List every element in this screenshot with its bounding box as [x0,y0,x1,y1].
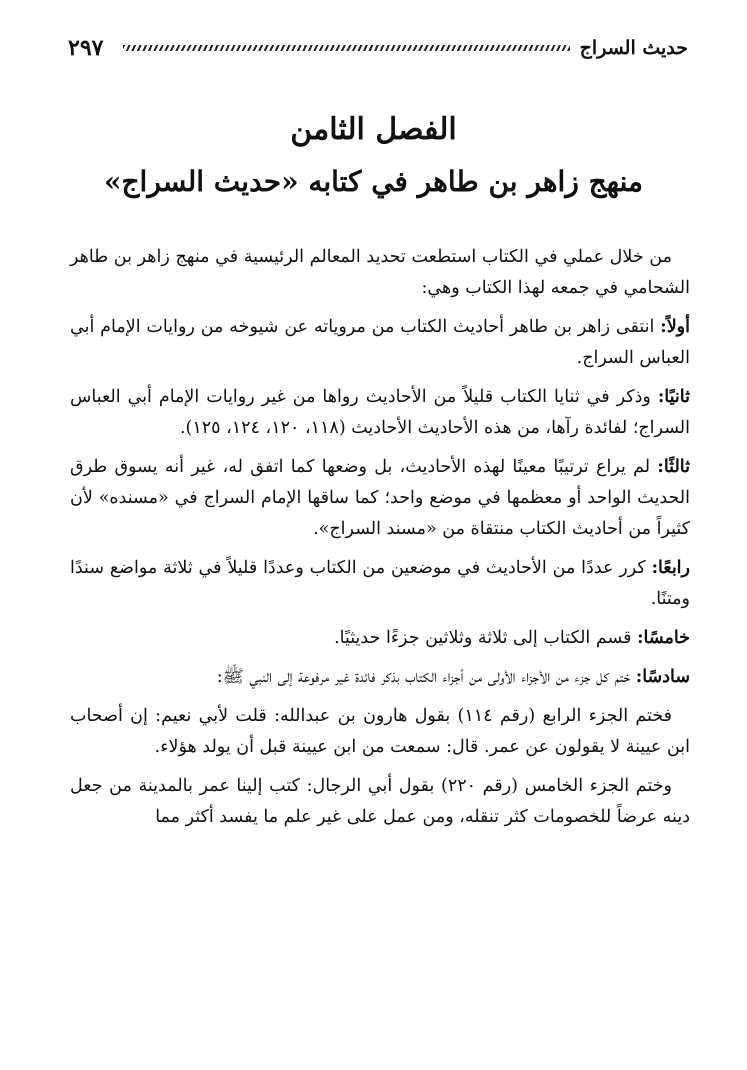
paragraph-text: انتقى زاهر بن طاهر أحاديث الكتاب من مروياته عن شيوخه من روايات الإمام أبي العباس السراج. [70,317,690,368]
paragraph-point-3 [70,452,690,545]
body-text [70,242,690,841]
paragraph-text: من خلال عملي في الكتاب استطعت تحديد المعالم الرئيسية في منهج زاهر بن طاهر الشحامي في جمعه لهذا الكتاب وهي: [70,247,690,298]
paragraph-point-2 [70,382,690,444]
paragraph-point-6 [70,662,690,693]
point-label: أولاً: [660,317,690,337]
chapter-subtitle: منهج زاهر بن طاهر في كتابه «حديث السراج» [103,165,644,198]
paragraph-text: قسم الكتاب إلى ثلاثة وثلاثين جزءًا حديثيًا. [334,628,638,648]
point-label: رابعًا: [651,558,690,578]
paragraph-text: كرر عددًا من الأحاديث في موضعين من الكتاب وعددًا قليلاً في ثلاثة مواضع سندًا ومتنًا. [70,558,690,609]
point-label: ثالثًا: [657,457,690,477]
paragraph-example-1 [70,701,690,763]
page-header [68,28,688,68]
chapter-title: الفصل الثامن [290,112,457,147]
point-label: سادسًا: [635,667,690,687]
paragraph-point-4 [70,553,690,615]
header-rule [123,45,569,51]
page-number: ٢٩٧ [68,35,104,61]
paragraph-point-1 [70,312,690,374]
paragraph-text: ختم كل جزء من الأجزاء الأولى من أجزاء الكتاب بذكر فائدة غير مرفوعة إلى النبي ﷺ: [216,667,636,687]
point-label: ثانيًا: [657,387,690,407]
point-label: خامسًا: [637,628,690,648]
paragraph-text: لم يراع ترتيبًا معينًا لهذه الأحاديث، بل وضعها كما اتفق له، غير أنه يسوق طرق الحديث الواحد أو معظمها في موضع واحد؛ كما ساقها الإمام السراج في «مسنده» لأن كثيراً من أحاديث الكتاب منتقاة من «مسند السراج». [70,457,690,539]
running-title: حديث السراج [579,37,688,59]
paragraph-text: فختم الجزء الرابع (رقم ١١٤) بقول هارون بن عبدالله: قلت لأبي نعيم: إن أصحاب ابن عيينة لا يقولون عن عمر. قال: سمعت من ابن عيينة قبل أن يولد هؤلاء. [70,706,690,757]
paragraph-intro [70,242,690,304]
paragraph-text: وذكر في ثنايا الكتاب قليلاً من الأحاديث رواها من غير روايات الإمام أبي العباس السراج؛ لفائدة رآها، من هذه الأحاديث الأحاديث (١١٨، ١٢٠، ١٢٤، ١٢٥). [70,387,690,438]
paragraph-point-5 [70,623,690,654]
paragraph-text: وختم الجزء الخامس (رقم ٢٢٠) بقول أبي الرجال: كتب إلينا عمر بالمدينة من جعل دينه عرضاً للخصومات كثر تنقله، ومن عمل على غير علم ما يفسد أكثر مما [70,776,690,827]
paragraph-example-2 [70,771,690,833]
